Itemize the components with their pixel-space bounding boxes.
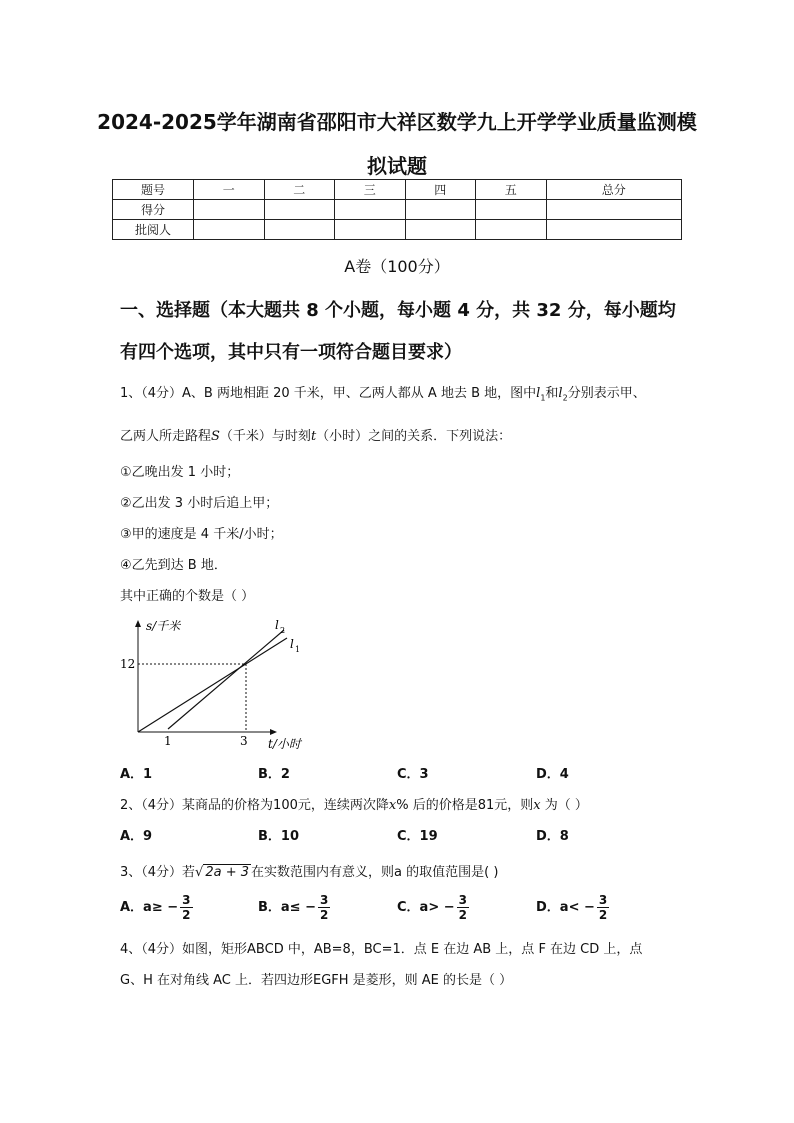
table-cell-empty bbox=[264, 220, 335, 240]
q2-stem-text: 为（ ） bbox=[540, 798, 588, 813]
q2-option-b[interactable]: B．10 bbox=[258, 829, 299, 844]
q1-stem-line2 bbox=[120, 425, 511, 444]
q1-l1-sub: 1 bbox=[540, 393, 546, 403]
score-table-header-row bbox=[113, 180, 682, 200]
table-cell-empty bbox=[335, 220, 406, 240]
table-cell-empty bbox=[476, 220, 547, 240]
line-l2-label-sub: 2 bbox=[280, 626, 286, 635]
table-cell-empty bbox=[405, 220, 476, 240]
fraction-denominator: 2 bbox=[182, 908, 191, 922]
q1-stem-text: 分别表示甲、 bbox=[567, 386, 646, 401]
q1-statement: ④乙先到达 B 地． bbox=[120, 558, 227, 573]
section-a-heading: A卷（100分） bbox=[344, 257, 450, 276]
q2-x: x bbox=[388, 798, 397, 813]
q1-option-a[interactable]: A．1 bbox=[120, 767, 153, 782]
table-cell-empty bbox=[546, 220, 682, 240]
page-title-line2: 拟试题 bbox=[367, 154, 427, 178]
line-l1-label-sub: 1 bbox=[295, 645, 301, 654]
table-cell: 二 bbox=[264, 180, 335, 200]
y-tick-label: 12 bbox=[120, 657, 136, 671]
q1-statement: ①乙晚出发 1 小时； bbox=[120, 465, 240, 480]
fraction-denominator: 2 bbox=[458, 908, 467, 922]
fraction-numerator: 3 bbox=[182, 893, 191, 907]
score-table-row bbox=[113, 200, 682, 220]
line-l2-label: l bbox=[275, 618, 279, 632]
q2-stem-text: % 后的价格是81元，则 bbox=[396, 798, 534, 813]
q1-option-b[interactable]: B．2 bbox=[258, 767, 290, 782]
score-table-row bbox=[113, 220, 682, 240]
table-cell: 得分 bbox=[113, 200, 194, 220]
fraction bbox=[597, 893, 609, 922]
x-axis-arrow-icon bbox=[270, 729, 277, 735]
q2-option-d[interactable]: D．8 bbox=[536, 829, 569, 844]
q1-stem-text: 乙两人所走路程 bbox=[120, 429, 212, 444]
q4-stem-line2: G、H 在对角线 AC 上．若四边形EGFH 是菱形，则 AE 的长是（ ） bbox=[120, 973, 513, 988]
score-table bbox=[112, 179, 682, 240]
q1-l2: l bbox=[558, 386, 563, 401]
q1-option-c[interactable]: C．3 bbox=[397, 767, 429, 782]
sqrt-radicand: 2a + 3 bbox=[205, 865, 250, 880]
y-axis-arrow-icon bbox=[135, 620, 141, 627]
table-cell-empty bbox=[264, 200, 335, 220]
q3-stem-text: 3、（4分）若 bbox=[120, 865, 196, 880]
q3-option-b[interactable] bbox=[258, 893, 330, 922]
q1-l1: l bbox=[536, 386, 541, 401]
q1-statement: ②乙出发 3 小时后追上甲； bbox=[120, 496, 279, 511]
q1-graph bbox=[112, 614, 312, 754]
q1-stem-text: 1、（4分）A、B 两地相距 20 千米，甲、乙两人都从 A 地去 B 地，图中 bbox=[120, 386, 537, 401]
sqrt-expression: √ 2a + 3 bbox=[195, 865, 250, 880]
table-cell: 三 bbox=[335, 180, 406, 200]
q3-stem bbox=[120, 861, 498, 880]
fraction bbox=[180, 893, 192, 922]
section1-heading-line2: 有四个选项，其中只有一项符合题目要求） bbox=[120, 342, 462, 363]
fraction-denominator: 2 bbox=[598, 908, 608, 922]
table-cell-empty bbox=[335, 200, 406, 220]
q1-question: 其中正确的个数是（ ） bbox=[120, 589, 255, 604]
q1-stem-text: （千米）与时刻 bbox=[219, 429, 311, 444]
table-cell-empty bbox=[476, 200, 547, 220]
q3-stem-text: 在实数范围内有意义，则a 的取值范围是( ) bbox=[251, 865, 499, 880]
q3-option-c[interactable] bbox=[397, 893, 469, 922]
q3-option-a[interactable] bbox=[120, 893, 193, 922]
table-cell-empty bbox=[546, 200, 682, 220]
option-label: C．a> − bbox=[397, 900, 455, 915]
fraction bbox=[318, 893, 330, 922]
fraction-numerator: 3 bbox=[598, 893, 608, 907]
q2-option-a[interactable]: A．9 bbox=[120, 829, 153, 844]
table-cell-empty bbox=[405, 200, 476, 220]
table-cell: 批阅人 bbox=[113, 220, 194, 240]
q2-stem bbox=[120, 794, 588, 813]
q4-stem-line1: 4、（4分）如图，矩形ABCD 中，AB=8，BC=1．点 E 在边 AB 上，点 F 在边 CD 上，点 bbox=[120, 942, 643, 957]
q1-statement: ③甲的速度是 4 千米/小时； bbox=[120, 527, 283, 542]
q1-stem-text: （小时）之间的关系．下列说法： bbox=[316, 429, 512, 444]
q2-x: x bbox=[533, 798, 541, 813]
page-title-line1: 2024-2025学年湖南省邵阳市大祥区数学九上开学学业质量监测模 bbox=[97, 110, 697, 134]
x-tick-label: 1 bbox=[164, 734, 172, 748]
fraction-denominator: 2 bbox=[320, 908, 329, 922]
q1-and: 和 bbox=[545, 386, 559, 401]
q1-stem-line1 bbox=[120, 382, 646, 403]
line-l1 bbox=[138, 638, 287, 732]
q2-option-c[interactable]: C．19 bbox=[397, 829, 438, 844]
q1-option-d[interactable]: D．4 bbox=[536, 767, 569, 782]
q1-t: t bbox=[310, 429, 317, 444]
table-cell: 四 bbox=[405, 180, 476, 200]
section1-heading-line1: 一、选择题（本大题共 8 个小题，每小题 4 分，共 32 分，每小题均 bbox=[120, 300, 676, 321]
q3-option-d[interactable] bbox=[536, 893, 609, 922]
option-label: A．a≥ − bbox=[120, 900, 179, 915]
table-cell: 一 bbox=[194, 180, 265, 200]
line-l1-label: l bbox=[290, 637, 294, 651]
q2-stem-text: 2、（4分）某商品的价格为100元，连续两次降 bbox=[120, 798, 389, 813]
line-l2 bbox=[168, 630, 284, 729]
x-tick-label: 3 bbox=[240, 734, 248, 748]
table-cell: 题号 bbox=[113, 180, 194, 200]
table-cell: 总分 bbox=[546, 180, 682, 200]
table-cell-empty bbox=[194, 220, 265, 240]
q1-S: S bbox=[211, 429, 220, 444]
q1-l2-sub: 2 bbox=[562, 393, 568, 403]
table-cell-empty bbox=[194, 200, 265, 220]
fraction-numerator: 3 bbox=[458, 893, 467, 907]
option-label: D．a< − bbox=[536, 900, 595, 915]
fraction-numerator: 3 bbox=[320, 893, 329, 907]
fraction bbox=[457, 893, 469, 922]
option-label: B．a≤ − bbox=[258, 900, 316, 915]
x-axis-label: t/小时 bbox=[268, 737, 301, 751]
y-axis-label: s/千米 bbox=[146, 619, 181, 633]
table-cell: 五 bbox=[476, 180, 547, 200]
